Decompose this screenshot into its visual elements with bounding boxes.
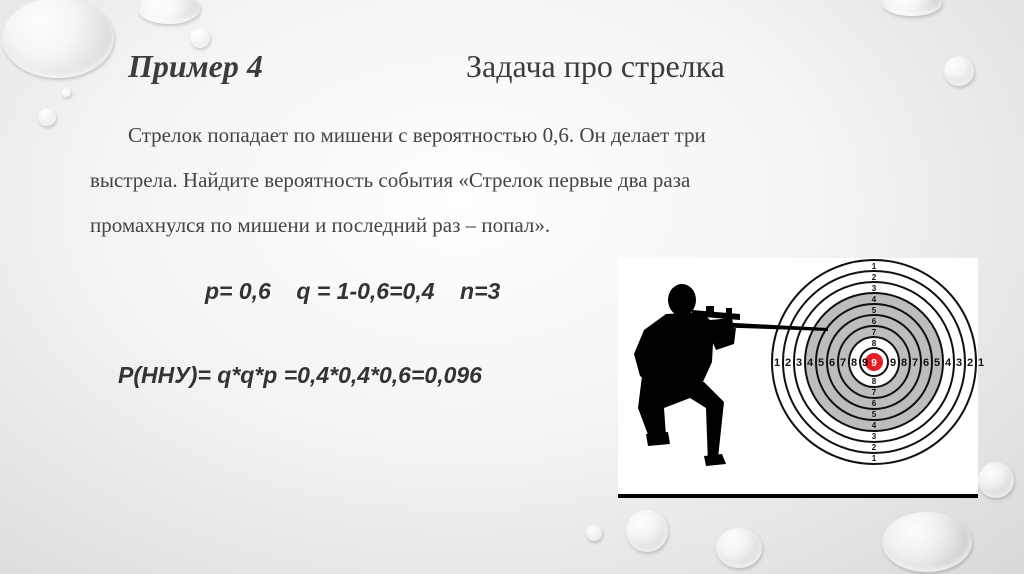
solution-formula: P(ННУ)= q*q*p =0,4*0,4*0,6=0,096	[118, 362, 482, 388]
ring-label: 8	[871, 377, 877, 386]
ring-label: 3	[955, 357, 963, 369]
water-drop-decoration	[2, 0, 114, 78]
water-drop-decoration	[190, 28, 210, 48]
slide-heading: Задача про стрелка	[466, 48, 725, 84]
problem-text	[90, 113, 850, 248]
ring-label: 4	[944, 357, 952, 369]
water-drop-decoration	[138, 0, 200, 24]
water-drop-decoration	[716, 528, 762, 568]
ring-label: 1	[871, 454, 877, 463]
shooter-target-svg	[618, 258, 985, 494]
ring-label: 2	[784, 357, 792, 369]
ring-label: 4	[806, 357, 814, 369]
water-drop-decoration	[882, 512, 972, 572]
ring-label: 3	[871, 284, 877, 293]
ring-label: 7	[871, 328, 877, 337]
problem-line: выстрела. Найдите вероятность события «Стрелок первые два раза	[90, 168, 691, 192]
ring-label: 1	[773, 357, 781, 369]
water-drop-decoration	[62, 88, 71, 97]
ring-label: 7	[871, 388, 877, 397]
ring-label: 8	[850, 357, 858, 369]
water-drop-decoration	[978, 462, 1014, 498]
ring-label: 1	[977, 357, 985, 369]
ring-label: 1	[871, 262, 877, 271]
water-drop-decoration	[944, 56, 974, 86]
ring-label: 9	[889, 357, 897, 369]
shooter-illustration	[618, 258, 985, 498]
ring-label: 5	[871, 306, 877, 315]
ring-label: 2	[871, 273, 877, 282]
center-label: 9	[871, 358, 877, 369]
water-drop-decoration	[882, 0, 942, 16]
ring-label: 6	[828, 357, 836, 369]
ring-label: 8	[900, 357, 908, 369]
ring-label: 7	[839, 357, 847, 369]
ring-label: 8	[871, 339, 877, 348]
ring-label: 6	[871, 399, 877, 408]
given-values: p= 0,6 q = 1-0,6=0,4 n=3	[205, 278, 501, 304]
ring-label: 6	[922, 357, 930, 369]
ring-label: 3	[871, 432, 877, 441]
problem-line: Стрелок попадает по мишени с вероятностью 0,6. Он делает три	[128, 123, 706, 147]
ring-label: 9	[861, 357, 869, 369]
ring-label: 3	[795, 357, 803, 369]
ring-label: 4	[871, 295, 877, 304]
ring-label: 7	[911, 357, 919, 369]
example-label: Пример 4	[128, 48, 263, 84]
ring-label: 6	[871, 317, 877, 326]
ring-label: 2	[966, 357, 974, 369]
water-drop-decoration	[626, 510, 668, 552]
problem-line: промахнулся по мишени и последний раз – попал».	[90, 213, 551, 237]
ring-label: 2	[871, 443, 877, 452]
ring-label: 5	[817, 357, 825, 369]
ring-label: 4	[871, 421, 877, 430]
ring-label: 5	[871, 410, 877, 419]
ring-label: 5	[933, 357, 941, 369]
water-drop-decoration	[586, 525, 602, 541]
water-drop-decoration	[38, 108, 56, 126]
